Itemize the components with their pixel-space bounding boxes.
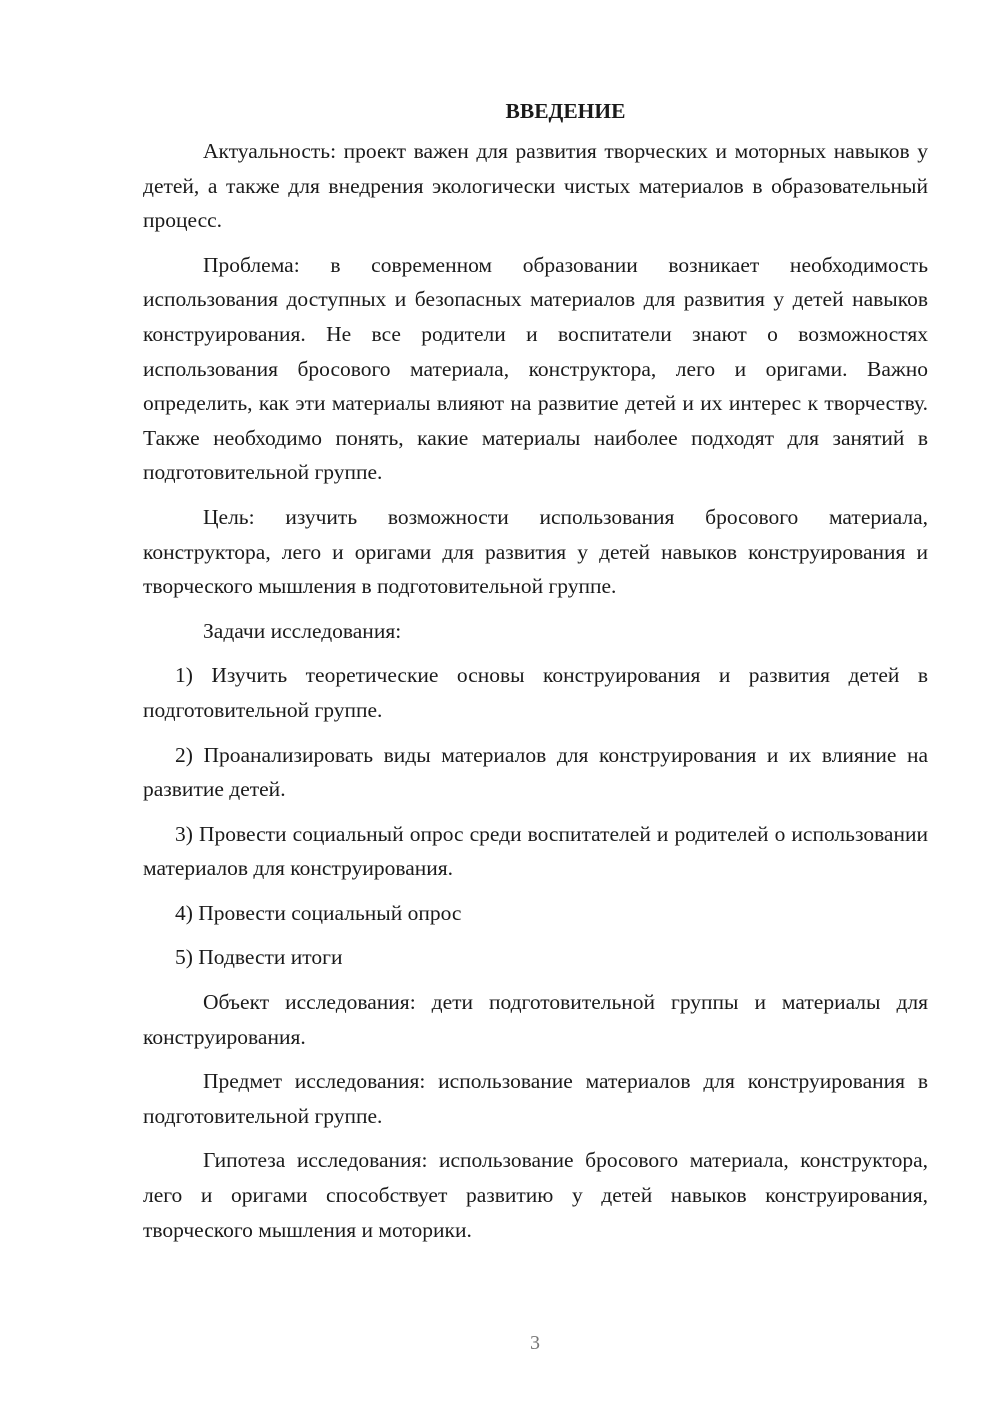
page-number: 3 (530, 1332, 540, 1354)
task-item-2: 2) Проанализировать виды материалов для конструирования и их влияние на развитие детей. (143, 742, 928, 802)
task-item-5: 5) Подвести итоги (175, 945, 343, 970)
problem-paragraph: Проблема: в современном образовании возникает необходимость использования доступных и безопасных материалов для развития у детей навыков конструирования. Не все родители и воспитатели знают о возможностях использования бросового материала, конструктора, лего и оригами. Важно определить, как эти материалы влияют на развитие детей и их интерес к творчеству. Также необходимо понять, какие материалы наиболее подходят для занятий в подготовительной группе. (143, 252, 928, 485)
tasks-heading: Задачи исследования: (203, 618, 402, 643)
task-item-3: 3) Провести социальный опрос среди воспитателей и родителей о использовании материалов для конструирования. (143, 821, 928, 881)
task-item-1: 1) Изучить теоретические основы конструирования и развития детей в подготовительной группе. (143, 663, 928, 722)
page-body (143, 96, 928, 1247)
object-paragraph: Объект исследования: дети подготовительной группы и материалы для конструирования. (143, 990, 928, 1049)
hypothesis-paragraph: Гипотеза исследования: использование бросового материала, конструктора, лего и оригами способствует развитию у детей навыков конструирования, творческого мышления и моторики. (143, 1148, 928, 1242)
goal-paragraph: Цель: изучить возможности использования бросового материала, конструктора, лего и оригами для развития у детей навыков конструирования и творческого мышления в подготовительной группе. (143, 504, 928, 599)
subject-paragraph: Предмет исследования: использование материалов для конструирования в подготовительной группе. (143, 1069, 928, 1128)
page-title: ВВЕДЕНИЕ (505, 99, 626, 123)
task-item-4: 4) Провести социальный опрос (175, 900, 462, 925)
relevance-paragraph: Актуальность: проект важен для развития творческих и моторных навыков у детей, а также для внедрения экологически чистых материалов в образовательный процесс. (143, 139, 928, 233)
